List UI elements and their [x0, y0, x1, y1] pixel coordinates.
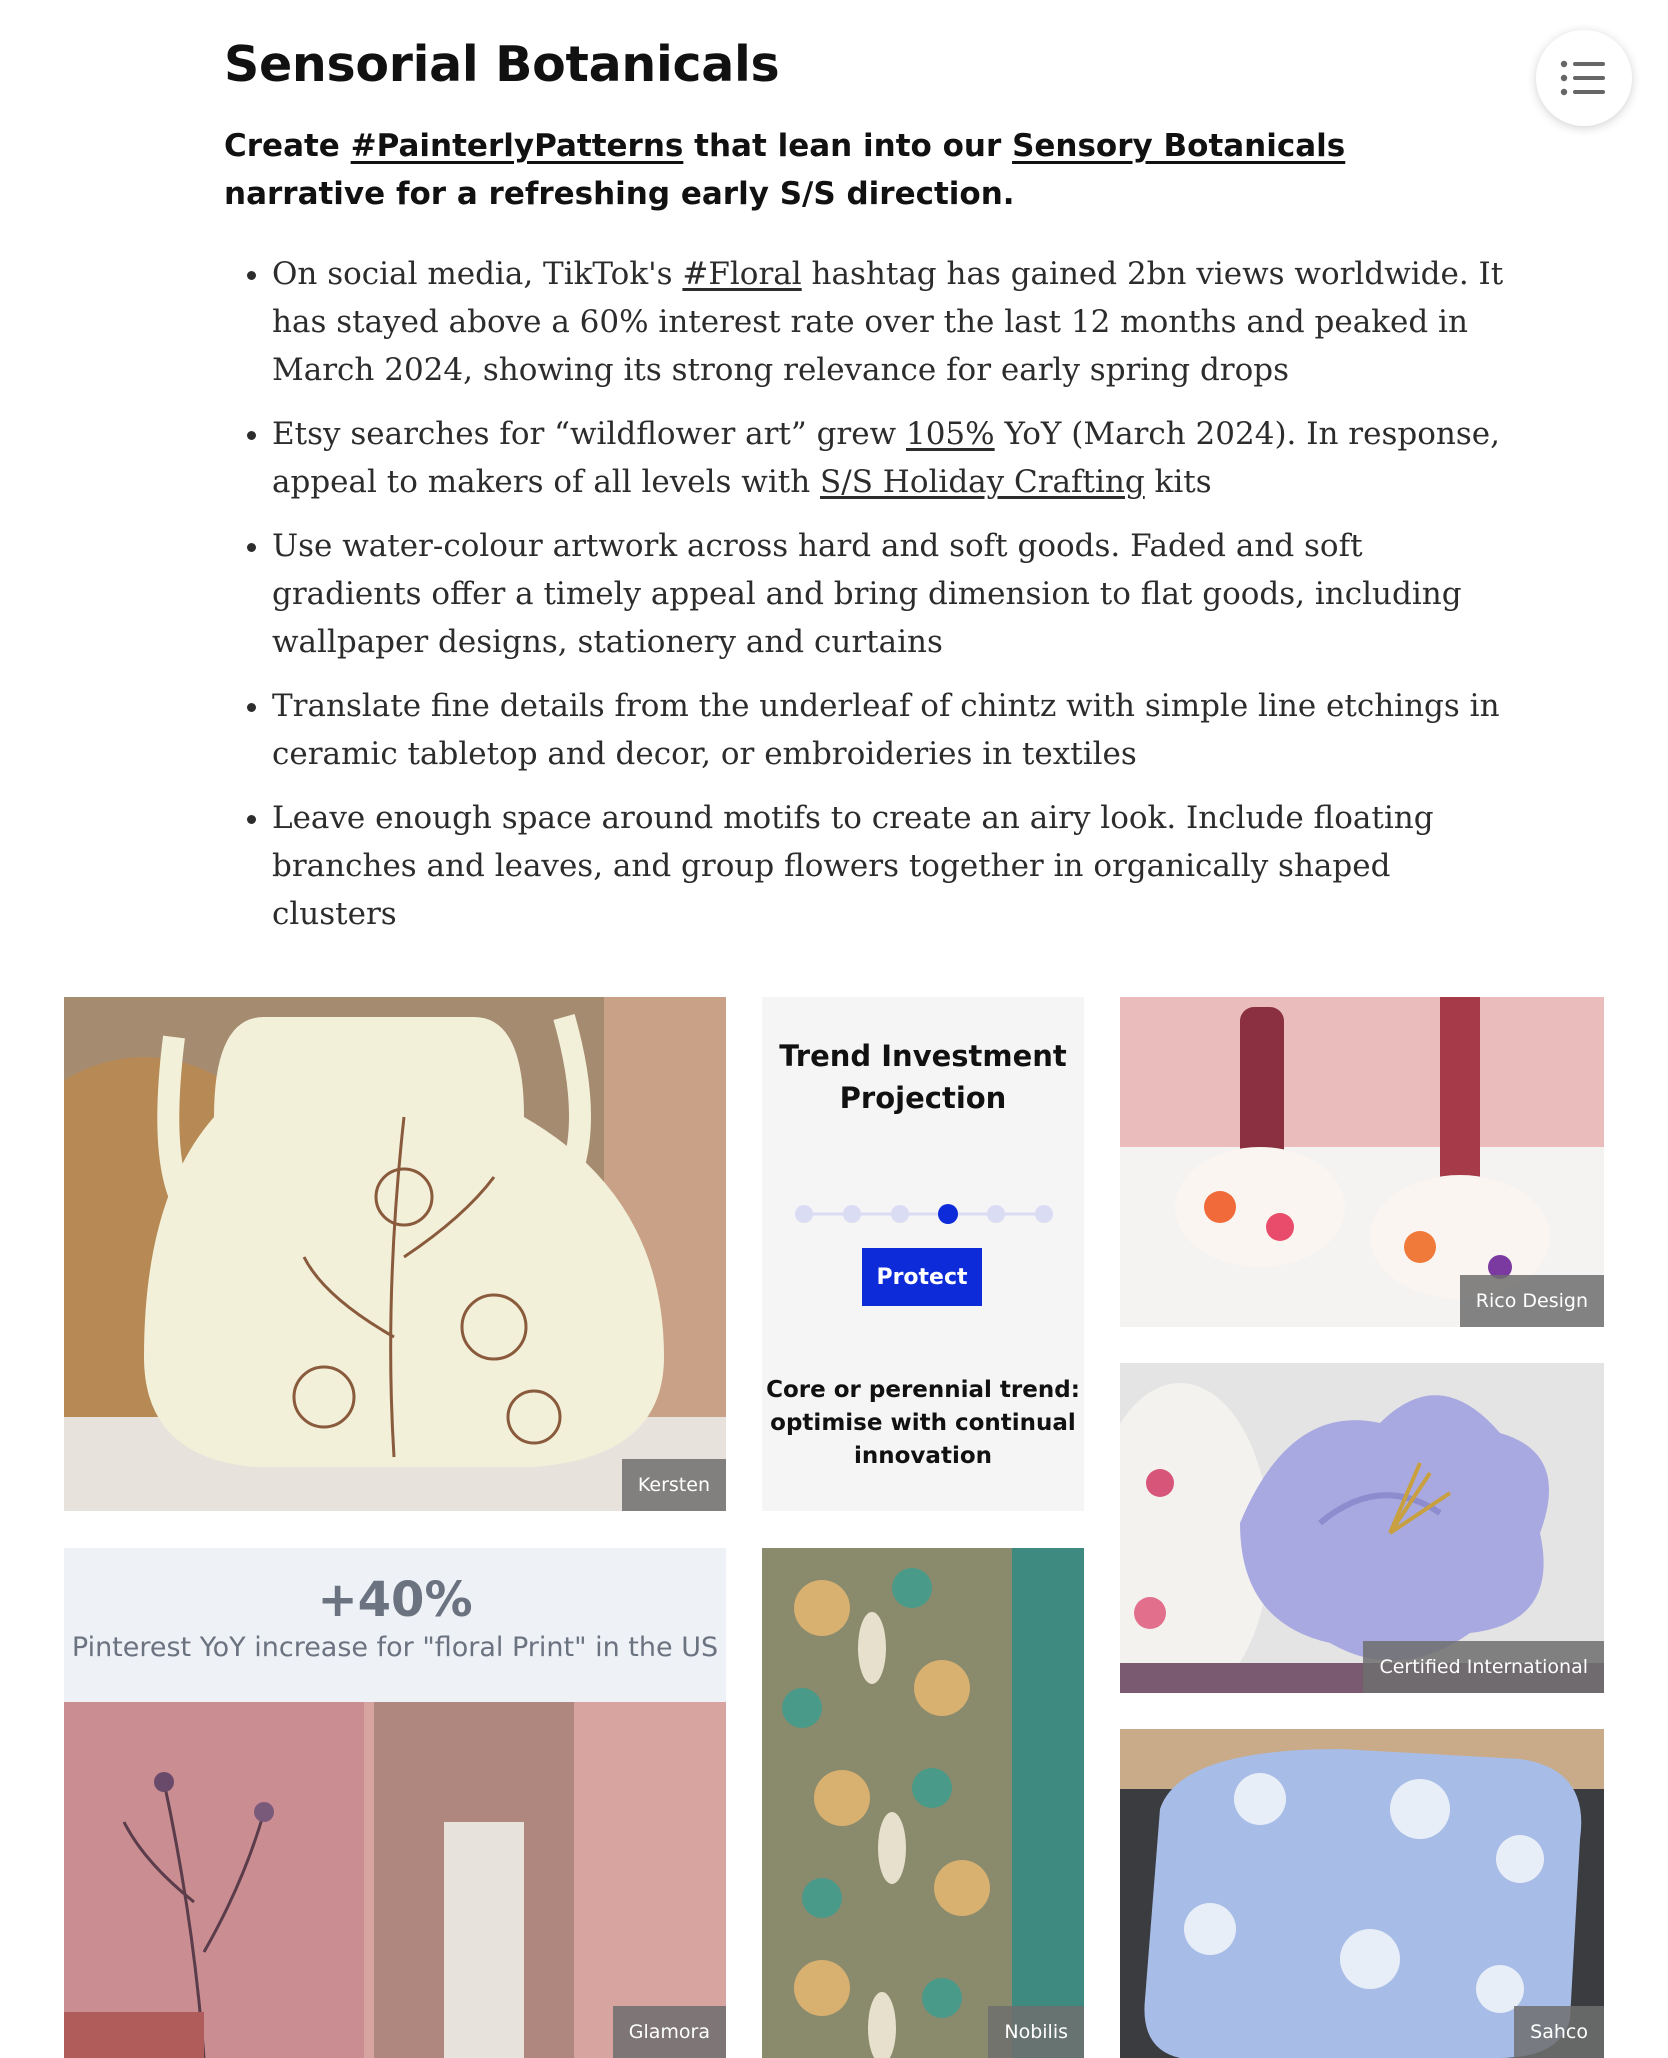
rico-design-image[interactable] [1120, 997, 1604, 1327]
glamora-image[interactable] [64, 1702, 726, 2058]
image-credit: Sahco [1514, 2006, 1604, 2058]
sensory-botanicals-link[interactable]: Sensory Botanicals [1012, 128, 1346, 164]
etsy-105-link[interactable]: 105% [905, 416, 995, 452]
nobilis-image[interactable] [762, 1548, 1084, 2058]
trend-scale-dot [1035, 1205, 1053, 1223]
trend-scale-dot [891, 1205, 909, 1223]
trend-scale [784, 1196, 1064, 1232]
list-item: • On social media, TikTok's #Floral hashtag has gained 2bn views worldwide. It has stayed above a 60% interest rate over the last 12 months and peaked in March 2024, showing its strong relevance for early spring drops [272, 250, 1512, 394]
sahco-image[interactable] [1120, 1729, 1604, 2058]
list-item: • Etsy searches for “wildflower art” grew 105% YoY (March 2024). In response, appeal to makers of all levels with S/S Holiday Crafting kits [272, 410, 1512, 506]
pinterest-stat-box [64, 1548, 726, 1702]
kersten-vase-image[interactable] [64, 997, 726, 1511]
curtain-photo [762, 1548, 1084, 2058]
trend-title: Trend Investment Projection [779, 1039, 1067, 1115]
holiday-crafting-link[interactable]: S/S Holiday Crafting [820, 464, 1145, 500]
trend-scale-dot [987, 1205, 1005, 1223]
trend-scale-dot-selected [938, 1204, 958, 1224]
image-credit: Kersten [622, 1459, 726, 1511]
wallpaper-photo [64, 1702, 726, 2058]
insight-list [224, 250, 1512, 954]
image-credit: Glamora [613, 2006, 726, 2058]
trend-scale-dot [843, 1205, 861, 1223]
protect-button[interactable]: Protect [862, 1248, 982, 1306]
list-item: • Use water-colour artwork across hard and soft goods. Faded and soft gradients offer a timely appeal and bring dimension to flat goods, including wallpaper designs, stationery and curtains [272, 522, 1512, 666]
list-menu-icon [1559, 54, 1609, 102]
trend-description: Core or perennial trend: optimise with continual innovation [766, 1377, 1080, 1469]
certified-international-image[interactable] [1120, 1363, 1604, 1693]
painterly-patterns-link[interactable]: #PainterlyPatterns [350, 128, 684, 164]
image-credit: Rico Design [1460, 1275, 1604, 1327]
stat-value: +40% [317, 1572, 473, 1628]
intro-text: Create #PainterlyPatterns that lean into our Sensory Botanicals narrative for a refreshing early S/S direction. [224, 128, 1346, 212]
list-item: • Leave enough space around motifs to create an airy look. Include floating branches and leaves, and group flowers together in organically shaped clusters [272, 794, 1512, 938]
menu-button[interactable] [1536, 30, 1632, 126]
image-credit: Certified International [1363, 1641, 1604, 1693]
vase-photo [64, 997, 726, 1511]
floral-hashtag-link[interactable]: #Floral [682, 256, 802, 292]
stat-label: Pinterest YoY increase for "floral Print" in the US [71, 1632, 719, 1663]
image-credit: Nobilis [988, 2006, 1084, 2058]
trend-scale-dot [795, 1205, 813, 1223]
list-item: • Translate fine details from the underleaf of chintz with simple line etchings in ceramic tabletop and decor, or embroideries in textiles [272, 682, 1512, 778]
page-title: Sensorial Botanicals [224, 36, 780, 93]
